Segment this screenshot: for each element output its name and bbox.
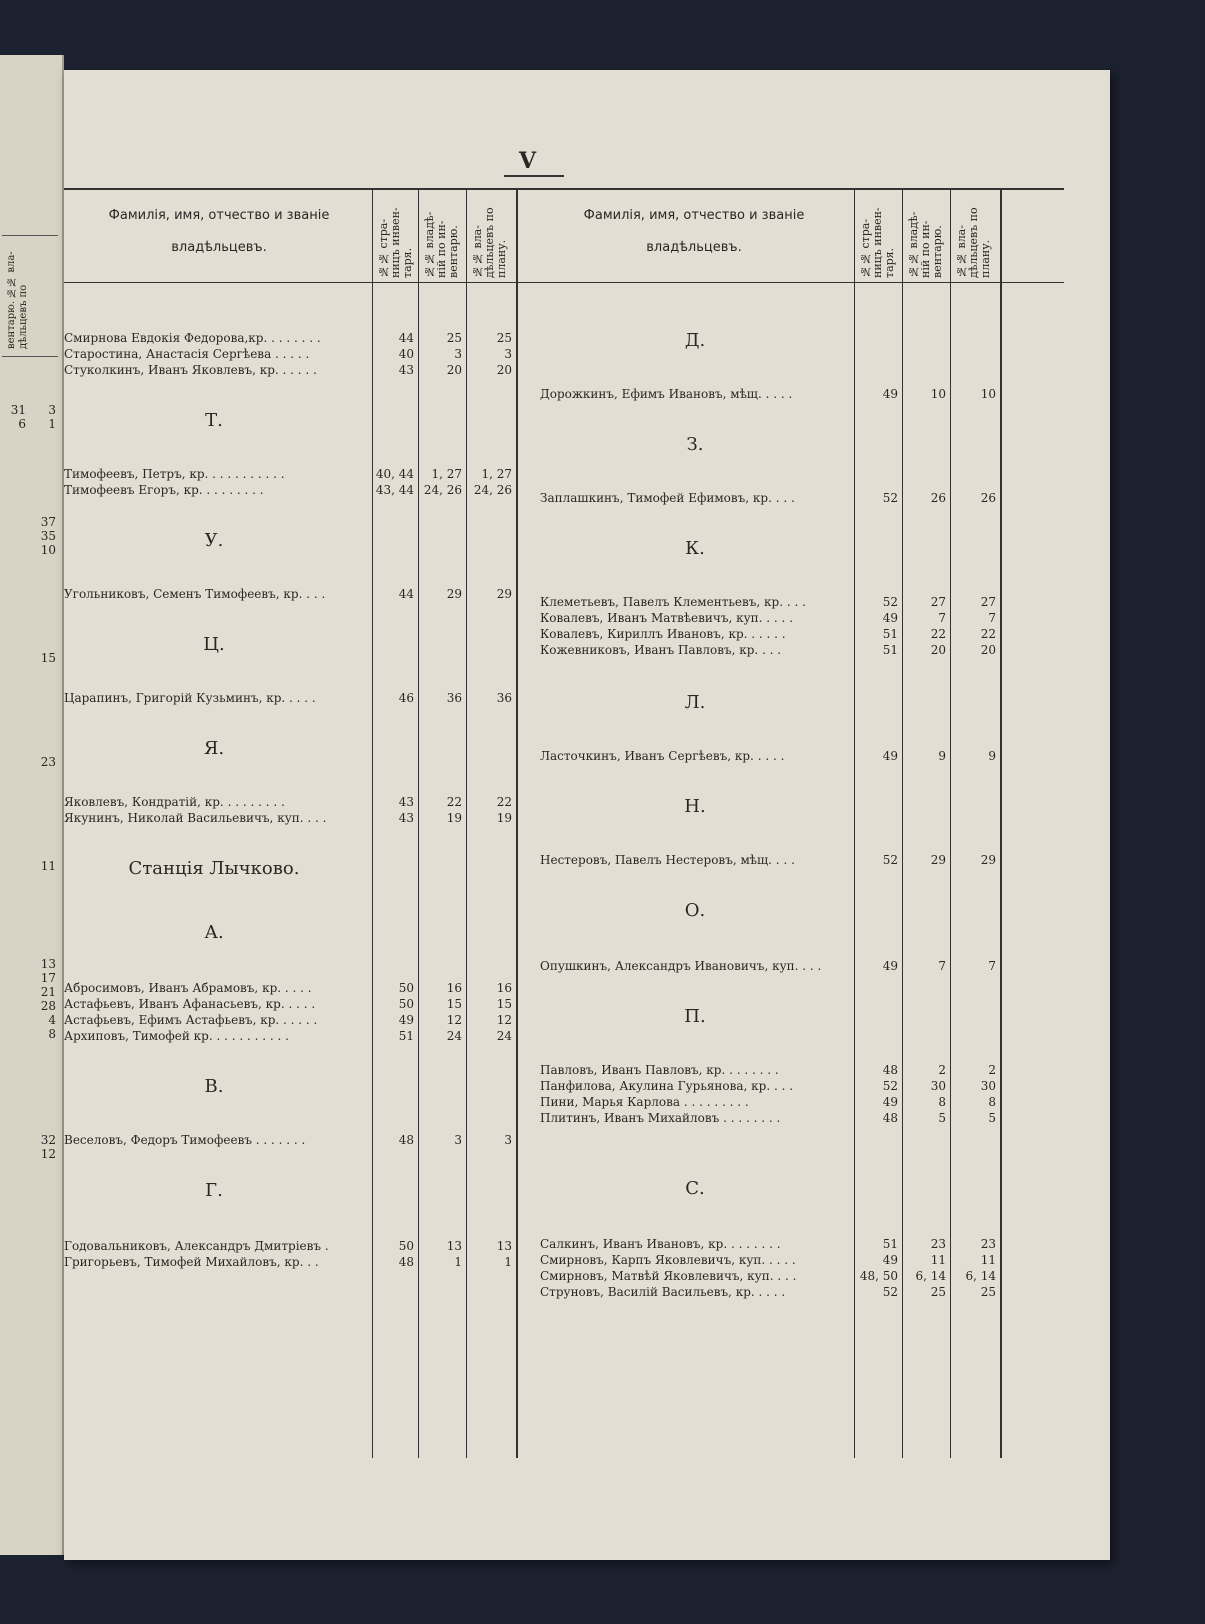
holding-number: 15 [446,997,462,1011]
previous-page-number: 31 [10,403,26,417]
holding-number: 9 [938,749,946,763]
owner-name: Плитинъ, Иванъ Михайловъ . . . . . . . . [540,1111,781,1125]
previous-page-number: 15 [40,651,56,665]
previous-page-number: 1 [48,417,56,431]
inventory-page-number: 51 [882,627,898,641]
previous-page-number: 4 [48,1013,56,1027]
center-divider [516,188,518,1458]
owner-row [540,1284,996,1300]
owner-row [540,1062,996,1078]
holding-number: 16 [446,981,462,995]
inventory-page-number: 48 [882,1063,898,1077]
previous-page-number: 12 [40,1147,56,1161]
owner-row [540,490,996,506]
page-number-underline [504,175,564,177]
owner-row [64,1028,512,1044]
owner-name: Нестеровъ, Павелъ Нестеровъ, мѣщ. . . . [540,853,795,867]
owner-row [540,852,996,868]
owner-name: Павловъ, Иванъ Павловъ, кр. . . . . . . . [540,1063,779,1077]
owner-name: Ковалевъ, Кириллъ Ивановъ, кр. . . . . . [540,627,786,641]
right-holdings-header: №№ владѣ- ній по ин- вентарю. [907,211,944,278]
previous-page-header-text: вентарю. №№ вла- дѣльцевъ по [6,251,29,349]
header-top-rule [64,188,1064,190]
inventory-page-number: 44 [398,587,414,601]
holding-number: 29 [930,853,946,867]
right-pages-header: №№ стра- ницъ инвен- таря. [859,207,896,278]
plan-number: 13 [496,1239,512,1253]
holding-number: 12 [446,1013,462,1027]
plan-number: 30 [980,1079,996,1093]
holding-number: 7 [938,959,946,973]
owner-name: Царапинъ, Григорій Кузьминъ, кр. . . . . [64,691,316,705]
holding-number: 36 [446,691,462,705]
owner-row [64,482,512,498]
inventory-page-number: 43 [398,363,414,377]
letter-heading: Н. [684,796,706,817]
previous-page-number: 32 [40,1133,56,1147]
plan-number: 5 [988,1111,996,1125]
inventory-page-number: 48 [882,1111,898,1125]
plan-number: 8 [988,1095,996,1109]
inventory-page-number: 51 [882,1237,898,1251]
left-holdings-header: №№ владѣ- ній по ин- вентарю. [423,211,460,278]
inventory-page-number: 40, 44 [375,467,414,481]
inventory-page-number: 52 [882,491,898,505]
plan-number: 10 [980,387,996,401]
plan-number: 25 [496,331,512,345]
owner-row [64,1132,512,1148]
plan-number: 7 [988,611,996,625]
holding-number: 25 [930,1285,946,1299]
inventory-page-number: 51 [882,643,898,657]
plan-number: 9 [988,749,996,763]
owner-row [540,1078,996,1094]
previous-page-number: 13 [40,957,56,971]
owner-name: Якунинъ, Николай Васильевичъ, куп. . . . [64,811,327,825]
previous-page-number: 35 [40,529,56,543]
left-pages-header: №№ стра- ницъ инвен- таря. [377,207,414,278]
right-name-header: Фамилія, имя, отчество и званіе владѣльцевъ. [583,208,805,255]
owner-name: Салкинъ, Иванъ Ивановъ, кр. . . . . . . . [540,1237,781,1251]
inventory-page-number: 52 [882,1079,898,1093]
right-edge-rule [1000,188,1002,1458]
owner-row [540,1252,996,1268]
previous-page-edge [0,55,64,1555]
inventory-page-number: 50 [398,981,414,995]
inventory-page-number: 46 [398,691,414,705]
owner-name: Смирновъ, Карпъ Яковлевичъ, куп. . . . . [540,1253,796,1267]
previous-page-number: 23 [40,755,56,769]
document-page [64,70,1110,1560]
right-plan-header: №№ вла- дѣльцевъ по плану. [955,207,992,278]
holding-number: 25 [446,331,462,345]
inventory-page-number: 50 [398,1239,414,1253]
inventory-page-number: 48 [398,1133,414,1147]
letter-heading: Ц. [203,634,225,655]
plan-number: 20 [496,363,512,377]
holding-number: 30 [930,1079,946,1093]
letter-heading: В. [204,1076,224,1097]
holding-number: 26 [930,491,946,505]
owner-name: Ковалевъ, Иванъ Матвѣевичъ, куп. . . . . [540,611,794,625]
holding-number: 6, 14 [915,1269,946,1283]
owner-row [64,346,512,362]
inventory-page-number: 52 [882,595,898,609]
owner-name: Пини, Марья Карлова . . . . . . . . . [540,1095,749,1109]
holding-number: 1 [454,1255,462,1269]
previous-page-number: 6 [18,417,26,431]
owner-name: Астафьевъ, Иванъ Афанасьевъ, кр. . . . . [64,997,316,1011]
letter-heading: С. [685,1178,705,1199]
previous-page-number: 11 [40,859,56,873]
owner-name: Угольниковъ, Семенъ Тимофеевъ, кр. . . . [64,587,326,601]
owner-row [540,958,996,974]
holding-number: 3 [454,347,462,361]
inventory-page-number: 40 [398,347,414,361]
owner-row [540,626,996,642]
holding-number: 24, 26 [423,483,462,497]
previous-page-number: 8 [48,1027,56,1041]
inventory-page-number: 48, 50 [859,1269,898,1283]
letter-heading: Л. [684,692,706,713]
owner-name: Тимофеевъ, Петръ, кр. . . . . . . . . . . [64,467,285,481]
plan-number: 11 [980,1253,996,1267]
letter-heading: Д. [684,330,706,351]
owner-row [64,996,512,1012]
plan-number: 36 [496,691,512,705]
owner-row [540,1236,996,1252]
holding-number: 29 [446,587,462,601]
holding-number: 22 [446,795,462,809]
plan-number: 26 [980,491,996,505]
owner-row [64,810,512,826]
inventory-page-number: 52 [882,1285,898,1299]
plan-number: 19 [496,811,512,825]
letter-heading: О. [684,900,706,921]
owner-row [64,1254,512,1270]
inventory-page-number: 50 [398,997,414,1011]
plan-number: 15 [496,997,512,1011]
owner-row [540,594,996,610]
owner-name: Дорожкинъ, Ефимъ Ивановъ, мѣщ. . . . . [540,387,793,401]
inventory-page-number: 49 [882,959,898,973]
owner-row [540,1110,996,1126]
owner-row [540,386,996,402]
owner-row [64,794,512,810]
owner-name: Яковлевъ, Кондратій, кр. . . . . . . . . [64,795,285,809]
letter-heading: Т. [205,410,223,431]
letter-heading: Г. [205,1180,223,1201]
owner-name: Григорьевъ, Тимофей Михайловъ, кр. . . [64,1255,319,1269]
owner-row [64,586,512,602]
owner-name: Клеметьевъ, Павелъ Клементьевъ, кр. . . . [540,595,806,609]
plan-number: 16 [496,981,512,995]
previous-page-number: 10 [40,543,56,557]
holding-number: 10 [930,387,946,401]
plan-number: 6, 14 [965,1269,996,1283]
owner-name: Тимофеевъ Егоръ, кр. . . . . . . . . [64,483,264,497]
owner-name: Абросимовъ, Иванъ Абрамовъ, кр. . . . . [64,981,312,995]
holding-number: 7 [938,611,946,625]
plan-number: 20 [980,643,996,657]
inventory-page-number: 48 [398,1255,414,1269]
owner-row [64,362,512,378]
owner-row [64,1238,512,1254]
previous-page-number: 21 [40,985,56,999]
holding-number: 20 [930,643,946,657]
plan-number: 24 [496,1029,512,1043]
inventory-page-number: 43, 44 [375,483,414,497]
owner-name: Веселовъ, Федоръ Тимофеевъ . . . . . . . [64,1133,306,1147]
header-bottom-rule [64,282,1064,283]
plan-number: 1, 27 [481,467,512,481]
owner-row [64,980,512,996]
plan-number: 7 [988,959,996,973]
owner-row [64,466,512,482]
holding-number: 19 [446,811,462,825]
owner-row [540,610,996,626]
previous-page-number: 17 [40,971,56,985]
holding-number: 22 [930,627,946,641]
inventory-page-number: 52 [882,853,898,867]
plan-number: 24, 26 [473,483,512,497]
owner-row [64,690,512,706]
owner-name: Смирнова Евдокія Федорова,кр. . . . . . . . [64,331,321,345]
holding-number: 2 [938,1063,946,1077]
letter-heading: З. [686,434,704,455]
inventory-page-number: 51 [398,1029,414,1043]
owner-name: Опушкинъ, Александръ Ивановичъ, куп. . . . [540,959,822,973]
page-number: V [519,148,537,174]
owner-name: Струновъ, Василій Васильевъ, кр. . . . . [540,1285,786,1299]
inventory-page-number: 49 [882,749,898,763]
inventory-page-number: 49 [882,387,898,401]
station-heading: Станція Лычково. [128,858,300,879]
owner-name: Старостина, Анастасія Сергѣева . . . . . [64,347,310,361]
plan-number: 2 [988,1063,996,1077]
owner-name: Кожевниковъ, Иванъ Павловъ, кр. . . . [540,643,782,657]
inventory-page-number: 49 [882,1253,898,1267]
owner-row [64,1012,512,1028]
owner-name: Астафьевъ, Ефимъ Астафьевъ, кр. . . . . . [64,1013,318,1027]
plan-number: 22 [980,627,996,641]
holding-number: 8 [938,1095,946,1109]
inventory-page-number: 43 [398,811,414,825]
holding-number: 24 [446,1029,462,1043]
left-plan-header: №№ вла- дѣльцевъ по плану. [471,207,508,278]
holding-number: 5 [938,1111,946,1125]
holding-number: 11 [930,1253,946,1267]
owner-row [540,1268,996,1284]
plan-number: 27 [980,595,996,609]
holding-number: 23 [930,1237,946,1251]
letter-heading: К. [685,538,705,559]
inventory-page-number: 49 [398,1013,414,1027]
inventory-page-number: 49 [882,611,898,625]
owner-name: Архиповъ, Тимофей кр. . . . . . . . . . . [64,1029,289,1043]
owner-name: Смирновъ, Матвѣй Яковлевичъ, куп. . . . [540,1269,797,1283]
plan-number: 29 [980,853,996,867]
plan-number: 1 [504,1255,512,1269]
owner-row [540,1094,996,1110]
plan-number: 3 [504,1133,512,1147]
inventory-page-number: 49 [882,1095,898,1109]
holding-number: 13 [446,1239,462,1253]
previous-page-number: 3 [48,403,56,417]
holding-number: 20 [446,363,462,377]
plan-number: 12 [496,1013,512,1027]
holding-number: 3 [454,1133,462,1147]
inventory-page-number: 43 [398,795,414,809]
owner-row [540,642,996,658]
owner-name: Стуколкинъ, Иванъ Яковлевъ, кр. . . . . . [64,363,317,377]
owner-name: Заплашкинъ, Тимофей Ефимовъ, кр. . . . [540,491,795,505]
owner-row [64,330,512,346]
left-name-header: Фамилія, имя, отчество и званіе владѣльцевъ. [108,208,330,255]
owner-row [540,748,996,764]
plan-number: 29 [496,587,512,601]
letter-heading: П. [684,1006,706,1027]
inventory-page-number: 44 [398,331,414,345]
owner-name: Панфилова, Акулина Гурьянова, кр. . . . [540,1079,794,1093]
letter-heading: А. [204,922,224,943]
letter-heading: Я. [203,738,225,759]
previous-page-number: 28 [40,999,56,1013]
owner-name: Ласточкинъ, Иванъ Сергѣевъ, кр. . . . . [540,749,785,763]
plan-number: 22 [496,795,512,809]
letter-heading: У. [204,530,224,551]
previous-page-number: 37 [40,515,56,529]
plan-number: 25 [980,1285,996,1299]
owner-name: Годовальниковъ, Александръ Дмитріевъ . [64,1239,329,1253]
plan-number: 23 [980,1237,996,1251]
holding-number: 27 [930,595,946,609]
holding-number: 1, 27 [431,467,462,481]
plan-number: 3 [504,347,512,361]
